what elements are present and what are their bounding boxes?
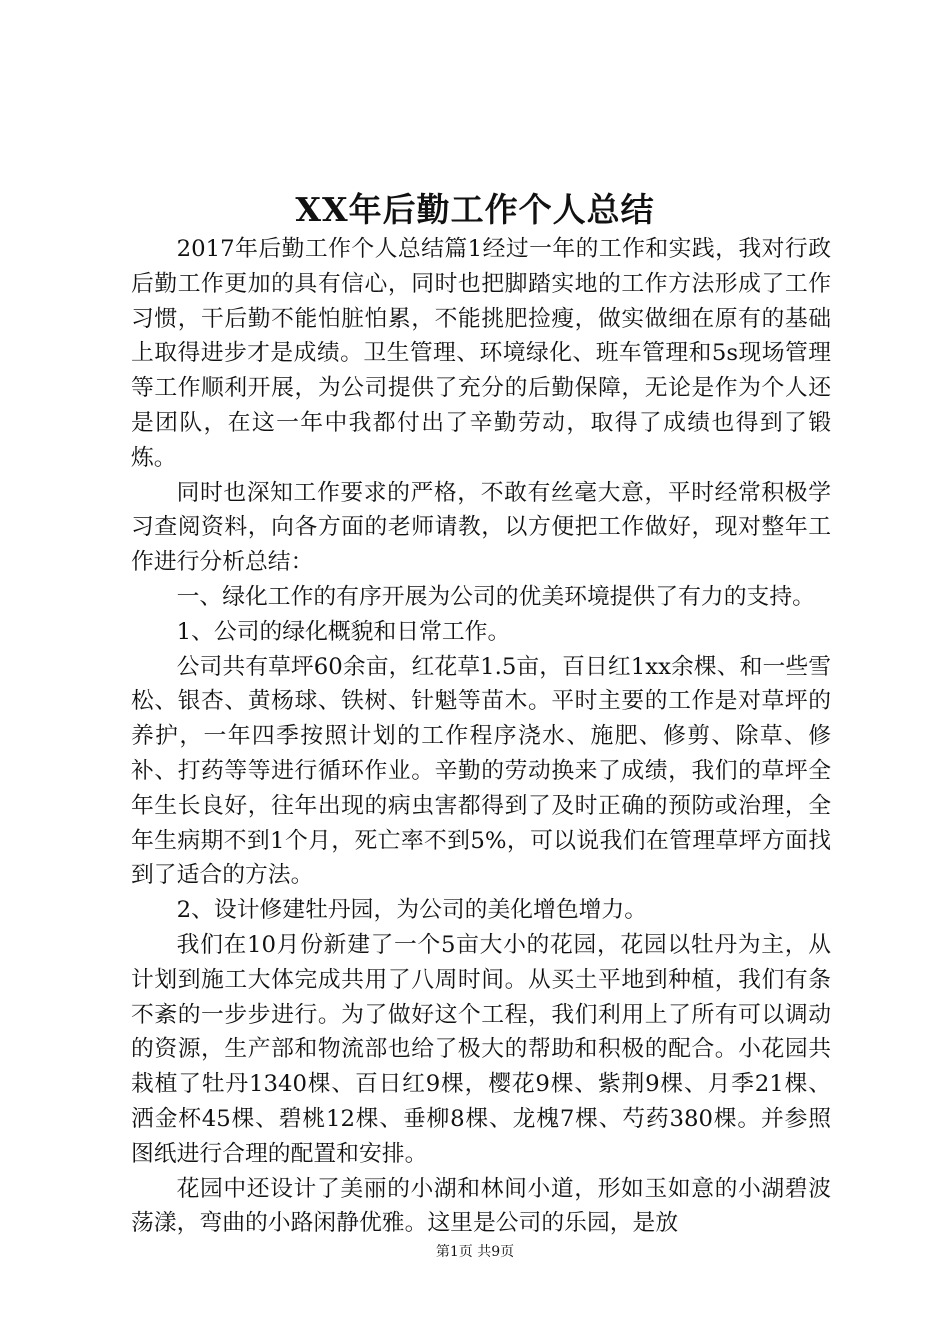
document-body [131, 232, 831, 1241]
document-title: XX年后勤工作个人总结 [295, 190, 655, 229]
section-heading: 一、绿化工作的有序开展为公司的优美环境提供了有力的支持。 [176, 583, 815, 610]
paragraph: 公司共有草坪60余亩，红花草1.5亩，百日红1xx余棵、和一些雪松、银杏、黄杨球、铁树、针魁等苗木。平时主要的工作是对草坪的养护，一年四季按照计划的工作程序浇水、施肥、修剪、除草、修补、打药等等进行循环作业。辛勤的劳动换来了成绩，我们的草坪全年生长良好，往年出现的病虫害都得到了及时正确的预防或治理，全年生病期不到1个月，死亡率不到5%，可以说我们在管理草坪方面找到了适合的方法。 [131, 653, 831, 889]
paragraph: 2017年后勤工作个人总结篇1经过一年的工作和实践，我对行政后勤工作更加的具有信心，同时也把脚踏实地的工作方法形成了工作习惯，干后勤不能怕脏怕累，不能挑肥捡瘦，做实做细在原有的基础上取得进步才是成绩。卫生管理、环境绿化、班车管理和5s现场管理等工作顺利开展，为公司提供了充分的后勤保障，无论是作为个人还是团队，在这一年中我都付出了辛勤劳动，取得了成绩也得到了锻炼。 [131, 236, 831, 471]
paragraph: 花园中还设计了美丽的小湖和林间小道，形如玉如意的小湖碧波荡漾，弯曲的小路闲静优雅。这里是公司的乐园，是放 [131, 1175, 831, 1237]
paragraph: 同时也深知工作要求的严格，不敢有丝毫大意，平时经常积极学习查阅资料，向各方面的老师请教，以方便把工作做好，现对整年工作进行分析总结： [131, 479, 831, 576]
paragraph: 我们在10月份新建了一个5亩大小的花园，花园以牡丹为主，从计划到施工大体完成共用了八周时间。从买土平地到种植，我们有条不紊的一步步进行。为了做好这个工程，我们利用上了所有可以调动的资源，生产部和物流部也给了极大的帮助和积极的配合。小花园共栽植了牡丹1340棵、百日红9棵，樱花9棵、紫荆9棵、月季21棵、洒金杯45棵、碧桃12棵、垂柳8棵、龙槐7棵、芍药380棵。并参照图纸进行合理的配置和安排。 [131, 931, 831, 1167]
subsection-heading: 1、公司的绿化概貌和日常工作。 [176, 618, 511, 645]
subsection-heading: 2、设计修建牡丹园，为公司的美化增色增力。 [176, 897, 648, 924]
page-footer: 第1页 共9页 [435, 1244, 515, 1260]
